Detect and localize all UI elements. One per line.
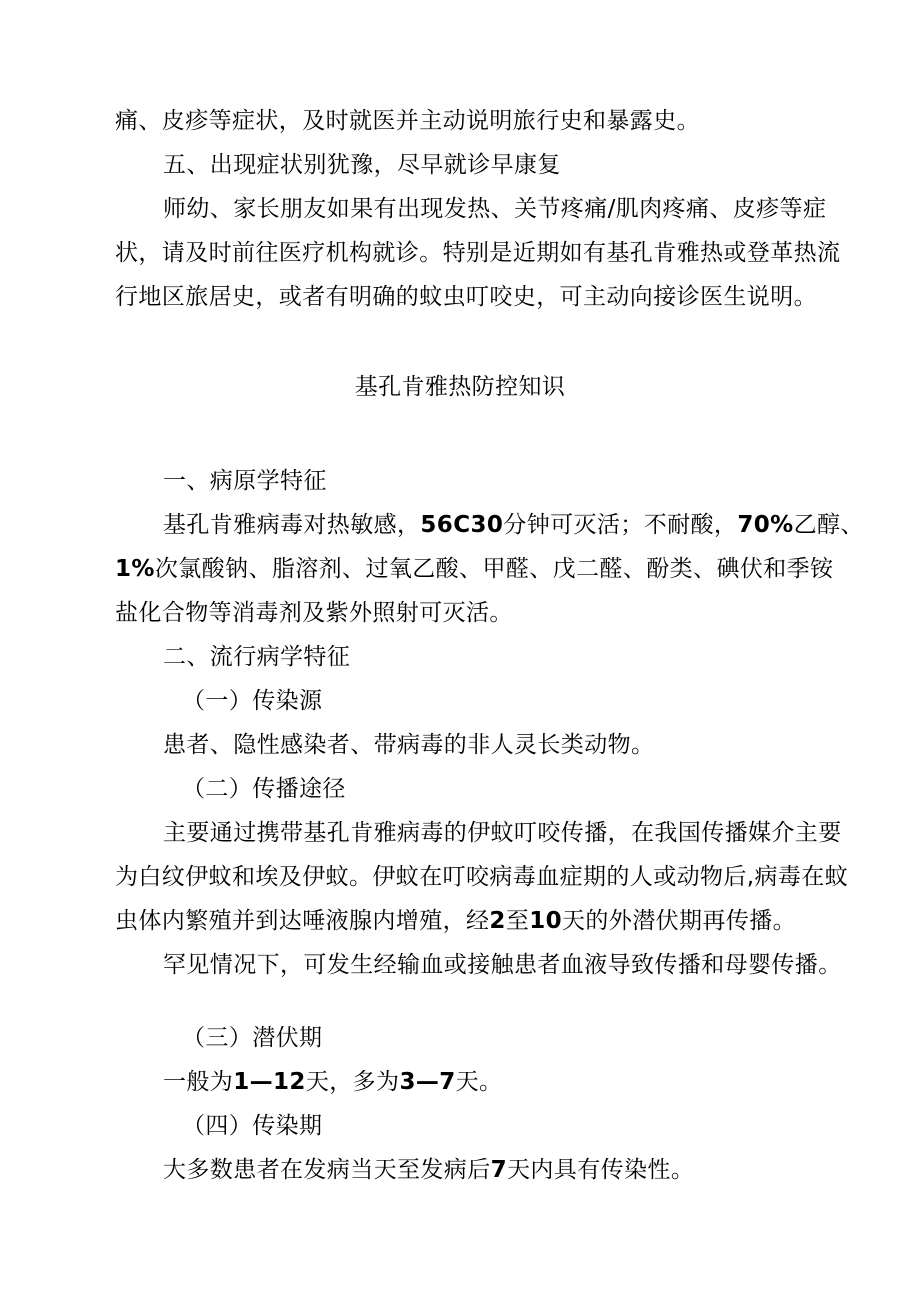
subheading-transmission: （二）传播途径 (182, 776, 346, 802)
transmission-line-2: 为白纹伊蚊和埃及伊蚊。伊蚊在叮咬病毒血症期的人或动物后,病毒在蚊 (115, 864, 849, 890)
section5-para-line-1: 师幼、家长朋友如果有出现发热、关节疼痛/肌肉疼痛、皮疹等症 (163, 196, 827, 222)
transmission-line-1: 主要通过携带基孔肯雅病毒的伊蚊叮咬传播，在我国传播媒介主要 (163, 820, 842, 846)
transmission-rare-text: 罕见情况下，可发生经输血或接触患者血液导致传播和母婴传播。 (163, 952, 842, 978)
infectious-period-text: 大多数患者在发病当天至发病后7天内具有传染性。 (163, 1157, 695, 1183)
pathogen-para-line-1: 基孔肯雅病毒对热敏感，56C30分钟可灭活；不耐酸，70%乙醇、 (163, 512, 864, 538)
page-title: 基孔肯雅热防控知识 (354, 374, 566, 400)
subheading-infectious-period: （四）传染期 (182, 1113, 323, 1139)
section5-para-line-3: 行地区旅居史，或者有明确的蚊虫叮咬史，可主动向接诊医生说明。 (115, 284, 817, 310)
incubation-text: 一般为1—12天，多为3—7天。 (163, 1069, 503, 1095)
subheading-incubation: （三）潜伏期 (182, 1025, 323, 1051)
section5-heading: 五、出现症状别犹豫，尽早就诊早康复 (163, 152, 561, 178)
pathogen-para-line-2: 1%次氯酸钠、脂溶剂、过氧乙酸、甲醛、戊二醛、酚类、碘伏和季铵 (115, 556, 834, 582)
transmission-line-3: 虫体内繁殖并到达唾液腺内增殖，经2至10天的外潜伏期再传播。 (115, 908, 797, 934)
subheading-source: （一）传染源 (182, 688, 323, 714)
intro-tail-text: 痛、皮疹等症状，及时就医并主动说明旅行史和暴露史。 (115, 108, 700, 134)
heading-epidemiology: 二、流行病学特征 (163, 644, 351, 670)
pathogen-para-line-3: 盐化合物等消毒剂及紫外照射可灭活。 (115, 600, 513, 626)
source-text: 患者、隐性感染者、带病毒的非人灵长类动物。 (163, 732, 655, 758)
heading-pathogen: 一、病原学特征 (163, 468, 327, 494)
section5-para-line-2: 状，请及时前往医疗机构就诊。特别是近期如有基孔肯雅热或登革热流 (115, 240, 841, 266)
